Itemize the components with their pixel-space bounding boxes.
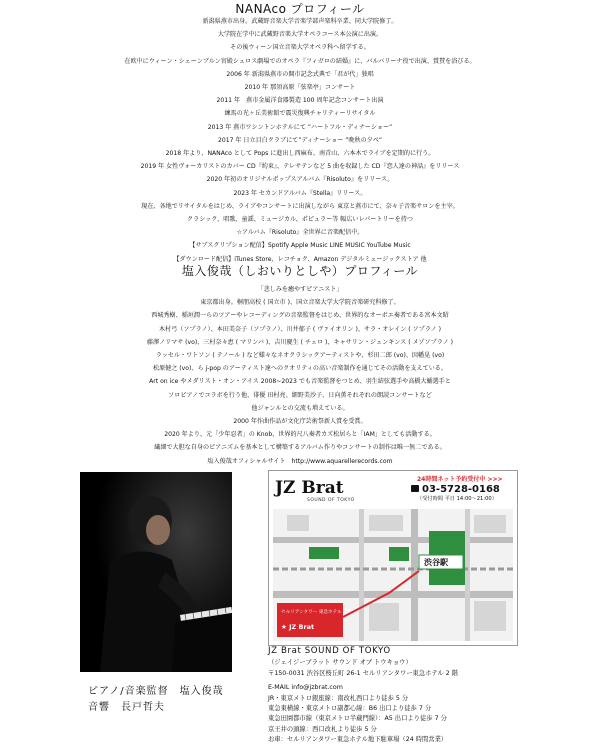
nanaco-line: 2018 年より、NANAco として Pops に進出し西麻布、南青山、六本木でライブを定期的に行う。 xyxy=(165,150,435,158)
shioiri-line: 「悲しみを癒やすピアニスト」 xyxy=(257,286,343,293)
shioiri-line: 塩入俊哉オフィシャルサイト http://www.aquarellerecords.com xyxy=(207,457,393,465)
venue-access-0: JR・東京メトロ銀座線：南改札西口より徒歩 5 分 xyxy=(268,694,409,702)
map-venue-tag: ★ JZ Brat xyxy=(281,623,315,631)
venue-kana: （ジェイジーブラット サウンド オブ トウキョウ） xyxy=(268,659,412,667)
nanaco-line: 【サブスクリプション配信】Spotify Apple Music LINE MUSIC YouTube Music xyxy=(189,242,411,250)
nanaco-line: その後ウィーン国立音楽大学オペラ科へ留学する。 xyxy=(230,44,370,52)
nanaco-line: 大学院在学中に武蔵野音楽大学オペラコース本公演に出演。 xyxy=(217,31,383,39)
shioiri-line: 木村弓（ソプラノ）、本田美奈子（ソプラノ）、川井郁子 ( ヴァイオリン )、サラ・オレイン ( ソプラノ ) xyxy=(158,325,442,333)
shioiri-line: ソロピアノでコラボを行う他、俳優 田村亮、細野美沙子、日向薫それぞれの朗読コンサートなど xyxy=(168,391,432,399)
map-logo-sub: SOUND OF TOKYO xyxy=(307,498,355,503)
venue-email: E-MAIL info@jzbrat.com xyxy=(268,684,343,692)
nanaco-line: 現在、各地でリサイタルをはじめ、ライブやコンサートに出演しながら 東京と燕市にて、奈々子音楽サロンを主宰。 xyxy=(141,202,459,210)
nanaco-line: 2011 年 燕市金属洋食器製造 100 周年記念コンサート出演 xyxy=(216,97,384,105)
map-phone: 03-5728-0168 xyxy=(422,484,500,495)
photo-credit xyxy=(88,684,224,716)
pianist-photo xyxy=(80,472,232,672)
venue-access-2: 東急田園都市線（東京メトロ半蔵門線）：A5 出口より徒歩 7 分 xyxy=(268,715,447,723)
venue-title: JZ Brat SOUND OF TOKYO xyxy=(268,646,391,656)
credit-line-sound: 音響 長戸哲夫 xyxy=(88,702,165,713)
nanaco-line: クラシック、唱歌、童謡、ミュージカル、ポピュラー等 幅広いレパートリーを持つ xyxy=(187,216,413,224)
shioiri-profile-title: 塩入俊哉（しおいりとしや）プロフィール xyxy=(181,264,419,278)
shioiri-line: 藤澤ノリマサ (vo)、三村奈々恵 ( マリンバ )、吉川慶生 ( チェロ )、キャサリン・ジェンキンス ( メゾソプラノ ) xyxy=(146,338,454,346)
shioiri-line: 他ジャンルとの交流も増えている。 xyxy=(251,404,349,412)
map-station-label: 渋谷駅 xyxy=(424,558,448,567)
nanaco-line: 2020 年初のオリジナルポップスアルバム『Risoluto』をリリース。 xyxy=(206,176,394,184)
shioiri-profile-body xyxy=(40,283,560,468)
venue-address: 〒150-0031 渋谷区桜丘町 26-1 セルリアンタワー東急ホテル 2 階 xyxy=(268,669,459,677)
nanaco-line: 2017 年 日立目白クラブにて”ディナーショー ”晩秋の夕べ” xyxy=(217,136,383,144)
phone-icon xyxy=(411,485,419,492)
map-venue-label: セルリアンタワー 東急ホテル 2階 xyxy=(281,610,351,615)
nanaco-profile-body xyxy=(40,15,560,266)
nanaco-profile-title: NANAco プロフィール xyxy=(235,2,365,16)
shioiri-line: ラッセル・ワトソン ( テノール ) など様々なネオクラシックアーティストや、杉田二郎 (vo)、因幡晃 (vo) xyxy=(155,352,445,360)
shioiri-line: 西城秀樹、稲垣潤一らのツアーやレコーディングの音楽監督をはじめ、世界的なオーボエ奏者である宮本文昭 xyxy=(151,312,449,320)
venue-map xyxy=(268,470,518,646)
nanaco-line: 練馬の光ヶ丘美術館で震災復興チャリティーリサイタル xyxy=(224,110,376,118)
venue-access-4: お車：セルリアンタワー東急ホテル地下駐車場（24 時間営業） xyxy=(268,736,448,744)
venue-access-1: 東急東横線・東京メトロ副都心線：B6 出口より徒歩 7 分 xyxy=(268,705,432,713)
map-reserve-heading: 24時間ネット予約受付中 >>> xyxy=(417,476,503,483)
shioiri-line: 2020 年より、元「少年忍者」の Knob、世界的尺八奏者カズ松居らと「IAM」としても活動する。 xyxy=(164,431,436,439)
shioiri-line: Art on ice やメダリスト・オン・アイス 2008~2023 でも音楽監督をつとめ、羽生結弦選手や高橋大輔選手と xyxy=(149,378,451,386)
nanaco-line: 新潟県燕市出身。武蔵野音楽大学音楽学部声楽科卒業、同大学院修了。 xyxy=(202,18,398,25)
nanaco-line: 2019 年 女性ヴォーカリストのカバー CD『約束』、テレサテンなど 5 曲を収録した CD『恋人達の神話』をリリース xyxy=(140,163,460,171)
nanaco-line: ☆アルバム『Risoluto』全世界に音楽配信中。 xyxy=(236,229,364,237)
venue-info xyxy=(268,646,568,746)
nanaco-line: 在欧中にウィーン・シェーンブルン宮殿シュロス劇場でのオペラ『フィガロの結婚』に、バルバリーナ役で出演、賞賛を浴びる。 xyxy=(124,57,476,65)
nanaco-line: 【ダウンロード配信】iTunes Store、レコチョク、Amazon デジタルミュージックストア 他 xyxy=(173,255,427,263)
nanaco-line: 2010 年 那須高原「弦楽亭」コンサート xyxy=(244,84,356,92)
venue-access-3: 京王井の頭線：西口改札より徒歩 5 分 xyxy=(268,725,377,733)
shioiri-line: 東京都出身。桐朋高校 ( 国立市 )、国立音楽大学大学院音楽研究科修了。 xyxy=(200,299,400,307)
shioiri-line: 松原健之 (vo)、ら j-pop のアーティスト達へのクオリティの高い音楽制作を通じてその活動を支えている。 xyxy=(152,365,447,373)
nanaco-line: 2006 年 新潟県燕市の開市記念式典で「君が代」独唱 xyxy=(226,70,374,78)
map-hours: （受付時間 平日 14:00〜21:00） xyxy=(417,496,497,502)
map-logo: JZ Brat xyxy=(275,478,344,498)
nanaco-line: 2023 年 セカンドアルバム『Stella』リリース。 xyxy=(233,189,367,197)
shioiri-line: 2000 年作曲作品が文化庁芸術祭新人賞を受賞。 xyxy=(233,418,367,426)
credit-line-piano: ピアノ/音楽監督 塩入俊哉 xyxy=(88,686,224,697)
nanaco-line: 2013 年 燕市ワシントンホテルにて ”ハートフル・ディナーショー” xyxy=(207,123,393,131)
shioiri-line: 繊細で大胆な自身のピアニズムを基本として構築するアルバム作りやコンサートの制作は唯一無二である。 xyxy=(154,444,446,452)
